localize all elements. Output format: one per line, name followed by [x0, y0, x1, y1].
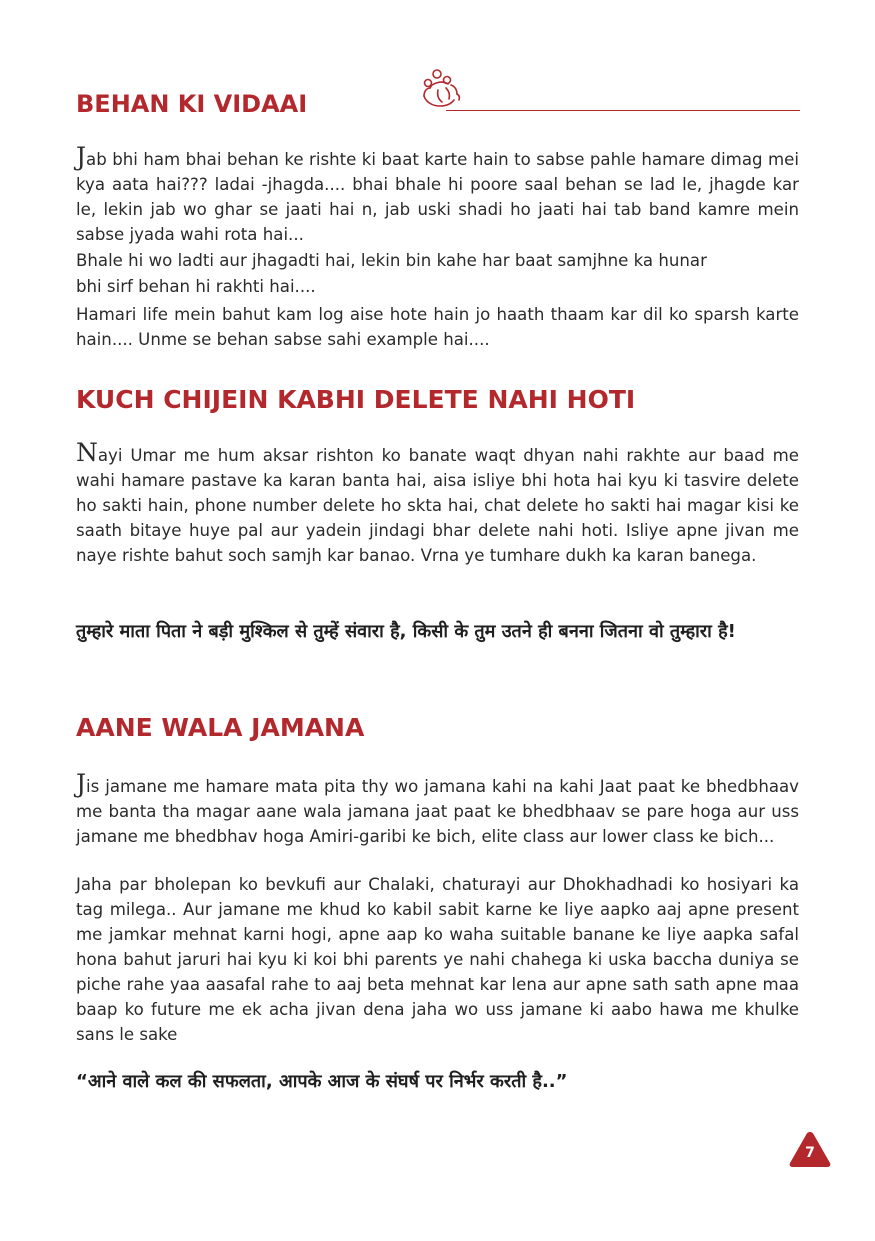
drop-cap: J [76, 769, 87, 798]
paragraph-text: is jamane me hamare mata pita thy wo jamana kahi na kahi Jaat paat ke bhedbhaav me banta tha magar aane wala jamana jaat paat ke bhedbhaav se pare hoga aur uss jamane me bhedbhav hoga Amiri-garibi ke bich, elite class aur lower class ke bich... [76, 777, 799, 846]
paragraph: Bhale hi wo ladti aur jhagadti hai, lekin bin kahe har baat samjhne ka hunar [76, 251, 707, 270]
section-heading-behan-ki-vidaai: BEHAN KI VIDAAI [76, 90, 308, 118]
paragraph [76, 771, 799, 849]
hindi-quote: तुम्हारे माता पिता ने बड़ी मुश्किल से तुम्हें संवारा है, किसी के तुम उतने ही बनना जितना वो तुम्हारा है! [76, 621, 736, 642]
page-number: 7 [805, 1145, 815, 1161]
paragraph: bhi sirf behan hi rakhti hai.... [76, 277, 316, 296]
paragraph-text: ayi Umar me hum aksar rishton ko banate waqt dhyan nahi rakhte aur baad me wahi hamare pastave ka karan banta hai, aisa isliye bhi hota hai kyu ki tasvire delete ho sakti hain, phone number delete ho skta hai, chat delete ho sakti hai magar kisi ke saath bitaye huye pal aur yadein jindagi bhar delete nahi hoti. Isliye apne jivan me naye rishte bahut soch samjh kar banao. Vrna ye tumhare dukh ka karan banega. [76, 446, 799, 565]
section-heading-aane-wala-jamana: AANE WALA JAMANA [76, 713, 365, 742]
drop-cap: J [76, 142, 87, 171]
heading-divider-line [446, 110, 800, 111]
section-heading-kuch-chijein: KUCH CHIJEIN KABHI DELETE NAHI HOTI [76, 385, 636, 414]
hindi-quote: “आने वाले कल की सफलता, आपके आज के संघर्ष पर निर्भर करती है..” [76, 1071, 568, 1092]
paragraph: Hamari life mein bahut kam log aise hote hain jo haath thaam kar dil ko sparsh karte hain.... Unme se behan sabse sahi example hai.... [76, 305, 799, 349]
paragraph: Jaha par bholepan ko bevkufi aur Chalaki, chaturayi aur Dhokhadhadi ko hosiyari ka tag milega.. Aur jamane me khud ko kabil sabit karne ke liye aapko aaj apne present me jamkar mehnat karni hogi, apne aap ko waha suitable banane ke liye aapka safal hona bahut jaruri hai kyu ki koi bhi parents ye nahi chahega ki uska baccha duniya se piche rahe yaa aasafal rahe to aaj beta mehnat kar lena aur apne sath sath apne maa baap ko future me ek acha jivan dena jaha wo uss jamane ki aabo hawa me khulke sans le sake [76, 875, 799, 1044]
paragraph-text: ab bhi ham bhai behan ke rishte ki baat karte hain to sabse pahle hamare dimag mei kya aata hai??? ladai -jhagda.... bhai bhale hi poore saal behan se lad le, jhagde kar le, lekin jab wo ghar se jaati hai n, jab uski shadi ho jaati hai tab band kamre mein sabse jyada wahi rota hai... [76, 150, 799, 244]
paragraph [76, 144, 799, 247]
drop-cap: N [76, 438, 98, 467]
family-icon [418, 66, 466, 114]
paragraph [76, 440, 799, 568]
